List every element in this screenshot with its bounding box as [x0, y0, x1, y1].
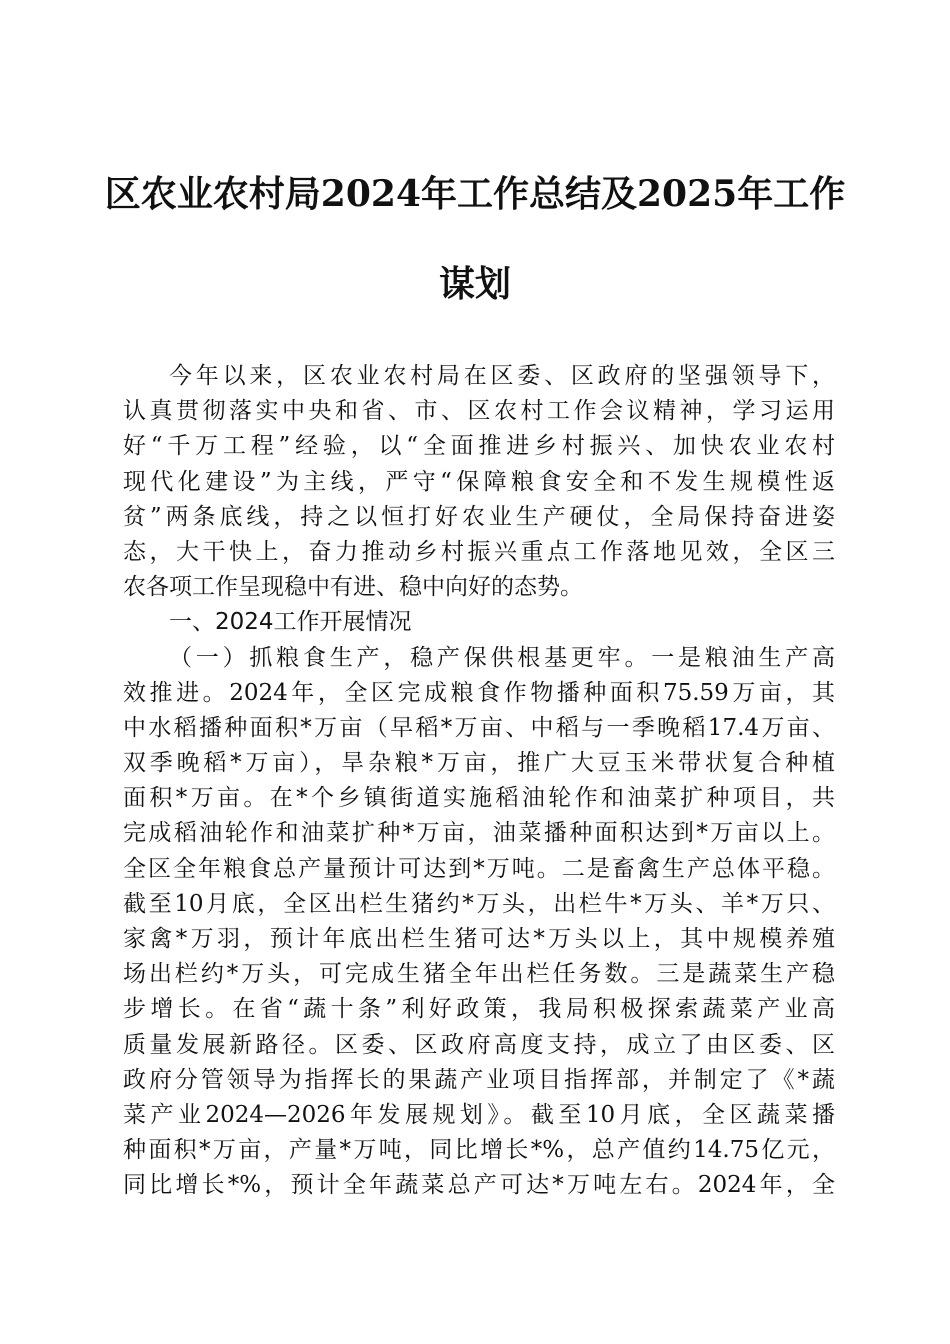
- section-1-1-line-15: 种面积*万亩，产量*万吨，同比增长*%，总产值约14.75亿元，: [123, 1137, 835, 1164]
- section-1-1-line-13: 政府分管领导为指挥长的果蔬产业项目指挥部，并制定了《*蔬: [123, 1066, 835, 1093]
- section-1-1-line-8: 截至10月底，全区出栏生猪约*万头，出栏牛*万头、羊*万只、: [123, 890, 835, 917]
- title-line-2: 谋划: [438, 263, 511, 305]
- section-1-1-line-5: 面积*万亩。在*个乡镇街道实施稻油轮作和油菜扩种项目，共: [123, 785, 835, 812]
- section-1-1-line-4: 双季晚稻*万亩），旱杂粮*万亩，推广大豆玉米带状复合种植: [123, 750, 835, 777]
- section-1-1-line-6: 完成稻油轮作和油菜扩种*万亩，油菜播种面积达到*万亩以上。: [123, 820, 835, 847]
- intro-line-3: 好“千万工程”经验，以“全面推进乡村振兴、加快农业农村: [123, 433, 835, 460]
- section-1-1-line-11: 步增长。在省“蔬十条”利好政策，我局积极探索蔬菜产业高: [123, 996, 835, 1023]
- section-1-1-line-3: 中水稻播种面积*万亩（早稻*万亩、中稻与一季晚稻17.4万亩、: [123, 714, 835, 741]
- section-1-1-line-9: 家禽*万羽，预计年底出栏生猪可达*万头以上，其中规模养殖: [123, 926, 835, 952]
- intro-line-5: 贫”两条底线，持之以恒打好农业生产硬仗，全局保持奋进姿: [123, 503, 835, 530]
- section-1-1-line-16: 同比增长*%，预计全年蔬菜总产可达*万吨左右。2024年，全: [123, 1172, 835, 1199]
- intro-line-1: 今年以来，区农业农村局在区委、区政府的坚强领导下，: [169, 363, 835, 389]
- intro-line-7: 农各项工作呈现稳中有进、稳中向好的态势。: [123, 574, 583, 601]
- document-body: [123, 359, 835, 1204]
- section-1-1-line-7: 全区全年粮食总产量预计可达到*万吨。二是畜禽生产总体平稳。: [123, 855, 835, 882]
- document-title: [100, 168, 850, 310]
- intro-line-2: 认真贯彻落实中央和省、市、区农村工作会议精神，学习运用: [123, 398, 835, 425]
- section-1-1-line-1: （一）抓粮食生产，稳产保供根基更牢。一是粮油生产高: [169, 644, 835, 671]
- section-1-1-line-12: 质量发展新路径。区委、区政府高度支持，成立了由区委、区: [123, 1031, 835, 1058]
- section-1-1-line-14: 菜产业2024—2026年发展规划》。截至10月底，全区蔬菜播: [123, 1101, 835, 1128]
- title-line-1: 区农业农村局2024年工作总结及2025年工作: [104, 173, 846, 215]
- section-heading-1: 一、2024工作开展情况: [169, 609, 412, 636]
- section-1-1-line-2: 效推进。2024年，全区完成粮食作物播种面积75.59万亩，其: [123, 679, 835, 706]
- intro-line-4: 现代化建设”为主线，严守“保障粮食安全和不发生规模性返: [123, 468, 835, 495]
- section-1-1-line-10: 场出栏约*万头，可完成生猪全年出栏任务数。三是蔬菜生产稳: [123, 961, 835, 988]
- intro-line-6: 态，大干快上，奋力推动乡村振兴重点工作落地见效，全区三: [123, 538, 835, 565]
